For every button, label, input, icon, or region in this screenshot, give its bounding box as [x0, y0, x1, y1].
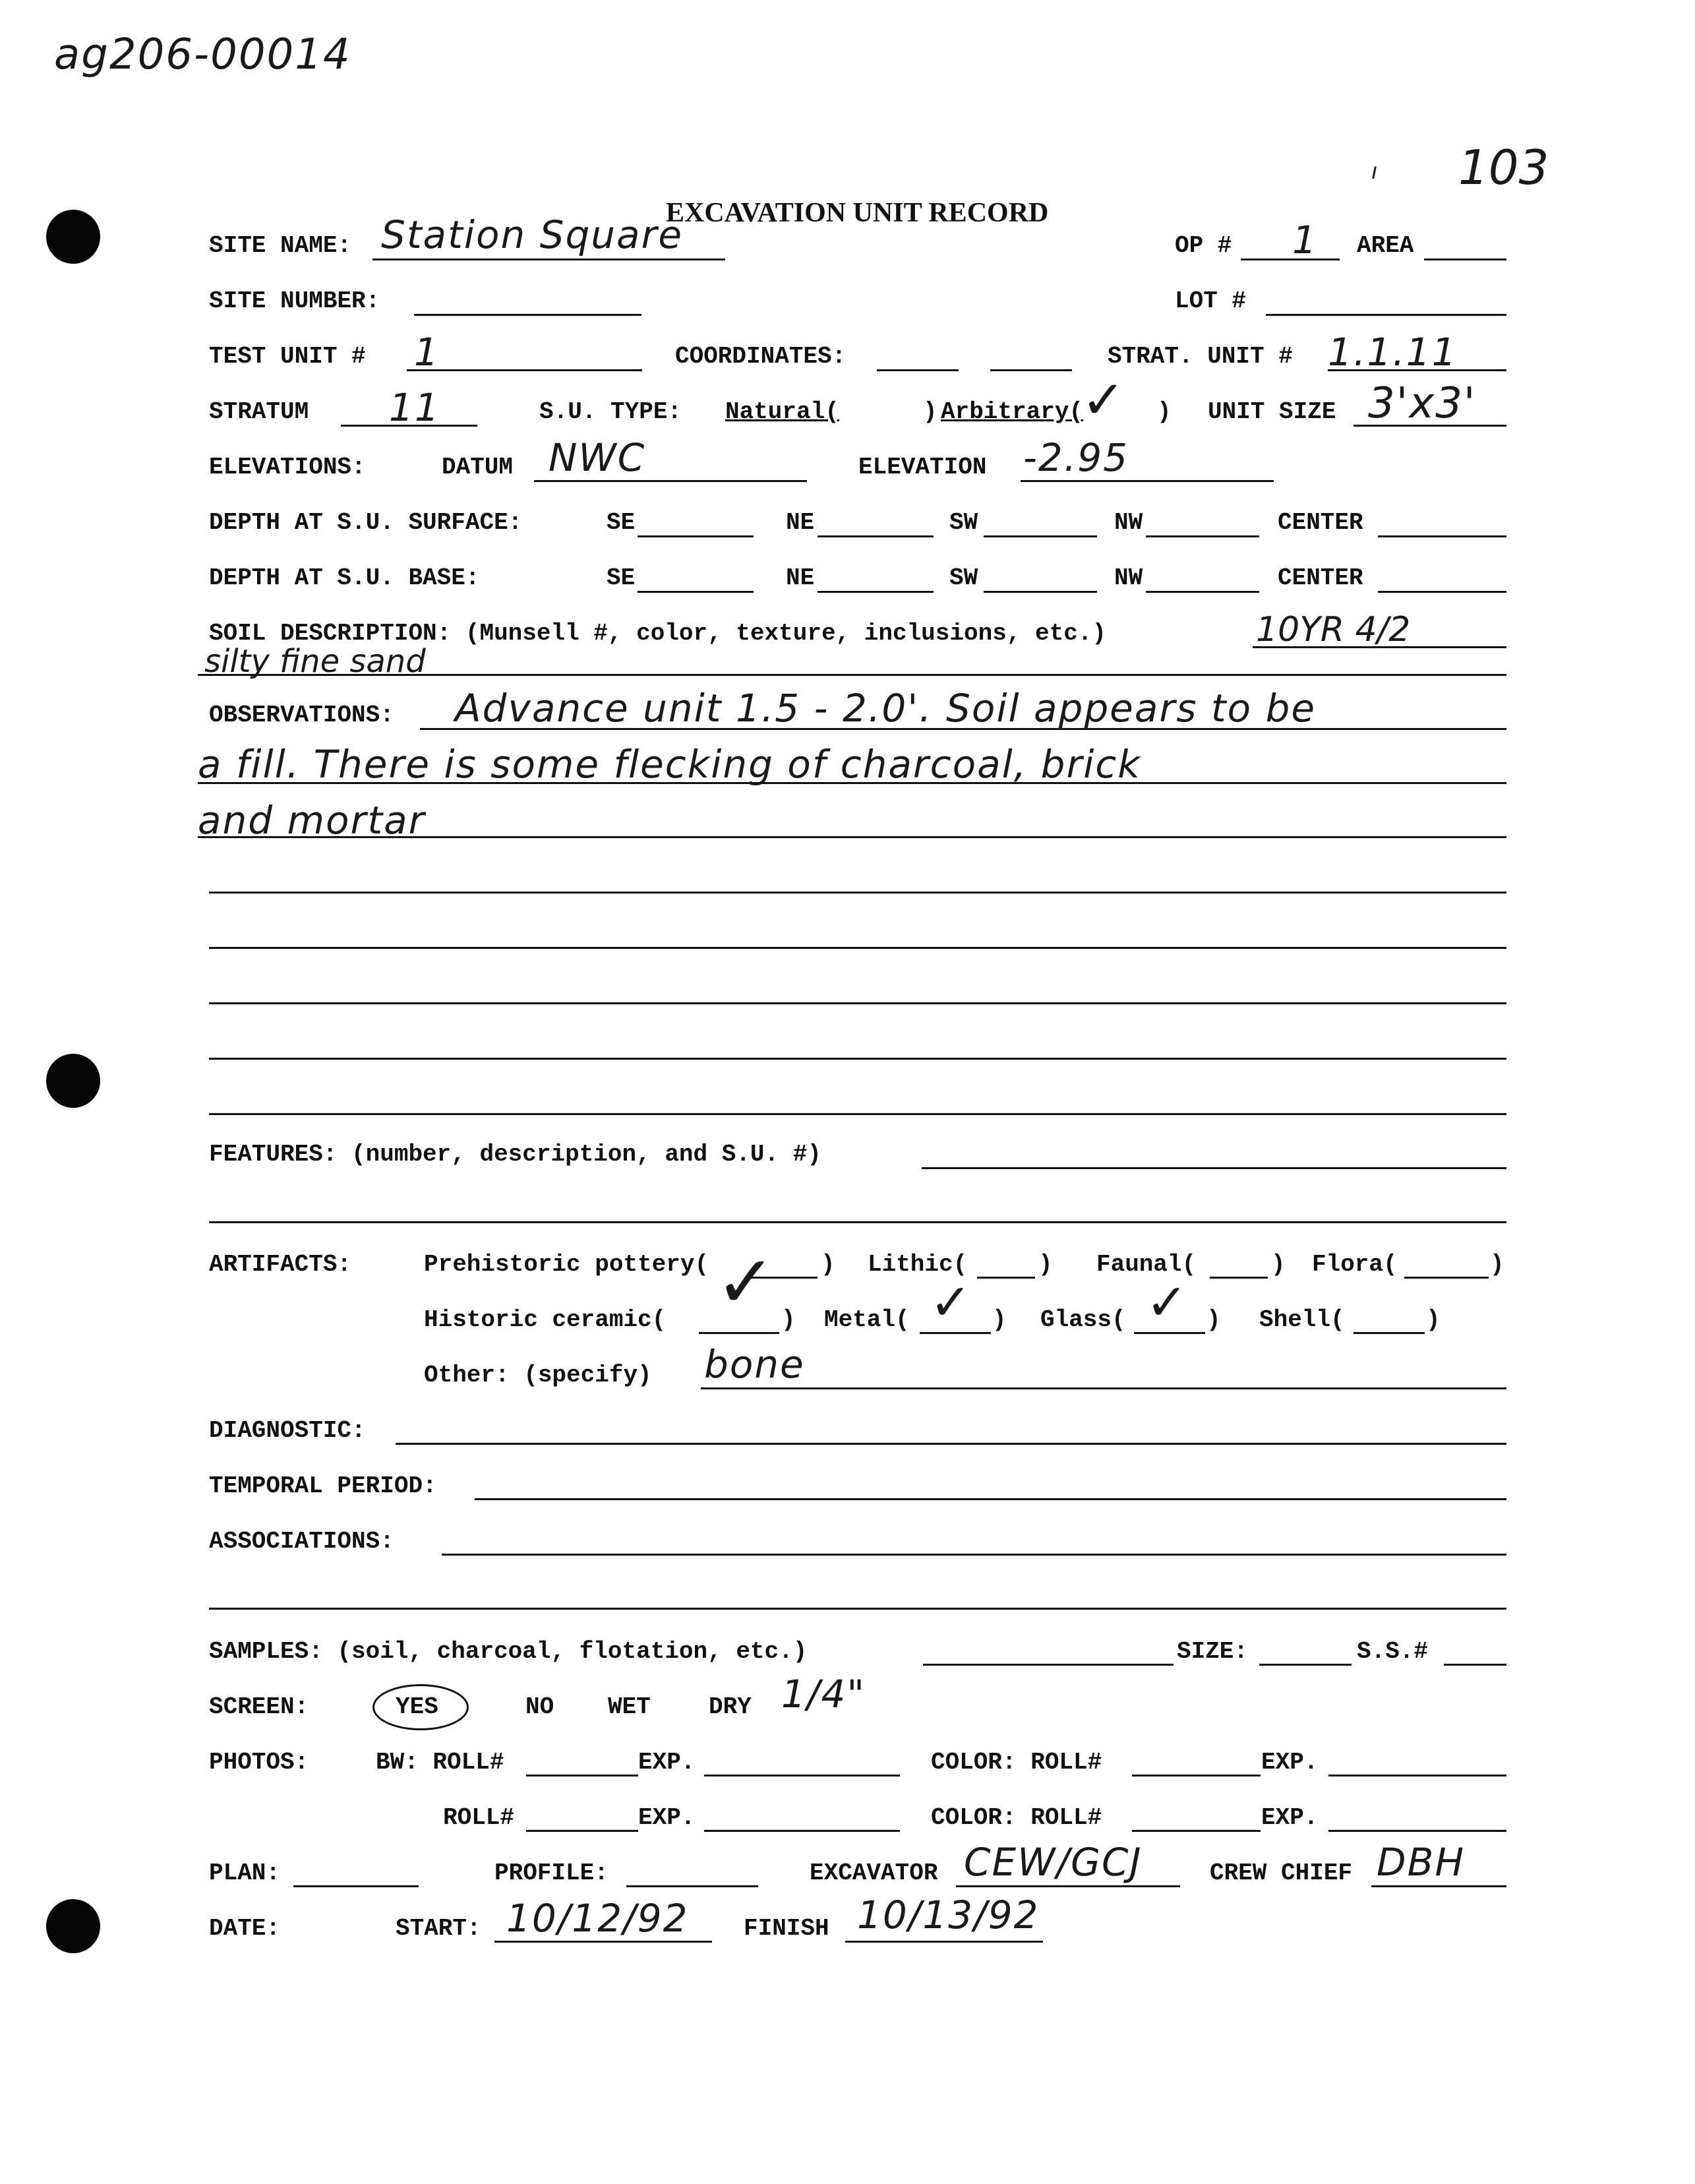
diagnostic-line: [396, 1443, 1506, 1445]
plan-line: [293, 1885, 419, 1887]
depth-surface-nw-label: NW: [1114, 509, 1143, 536]
finish-line: [845, 1941, 1043, 1943]
unit-size-value: 3'x3': [1368, 379, 1477, 428]
su-type-label: S.U. TYPE:: [539, 398, 682, 425]
faunal-line: [1210, 1277, 1268, 1279]
glass-check: ✓: [1146, 1273, 1188, 1331]
natural-close-paren: ): [923, 398, 937, 425]
elevations-label: ELEVATIONS:: [209, 454, 366, 481]
observations-line-2: [198, 782, 1506, 784]
photos-color-exp-label: EXP.: [1261, 1749, 1319, 1776]
coordinates-label: COORDINATES:: [675, 343, 847, 370]
strat-unit-value: 1.1.11: [1328, 330, 1458, 375]
depth-surface-sw-label: SW: [949, 509, 978, 536]
screen-no-option: NO: [525, 1693, 554, 1720]
depth-base-ne-label: NE: [786, 564, 815, 592]
glass-label: Glass(: [1040, 1306, 1126, 1333]
observations-line-6: [209, 1002, 1506, 1004]
depth-base-center-line: [1378, 591, 1506, 593]
op-line: [1241, 258, 1340, 260]
depth-surface-sw-line: [984, 535, 1097, 537]
historic-ceramic-line: [699, 1332, 779, 1334]
photos-color-roll-label: COLOR: ROLL#: [931, 1749, 1102, 1776]
observations-text-2: a fill. There is some flecking of charcoal, brick: [198, 742, 1141, 787]
shell-line: [1353, 1332, 1425, 1334]
area-line: [1424, 258, 1506, 260]
prehistoric-pottery-label: Prehistoric pottery(: [424, 1251, 709, 1278]
natural-option-label: Natural(: [725, 398, 839, 425]
flora-close: ): [1490, 1251, 1504, 1278]
photos-color-roll2-line: [1132, 1830, 1261, 1832]
depth-base-nw-line: [1146, 591, 1259, 593]
photos-bw-roll-label: BW: ROLL#: [376, 1749, 504, 1776]
size-line: [1259, 1664, 1352, 1666]
lot-line: [1266, 314, 1506, 316]
depth-base-label: DEPTH AT S.U. BASE:: [209, 564, 480, 592]
historic-ceramic-check: ✓: [715, 1240, 777, 1324]
site-name-value: Station Square: [381, 212, 684, 257]
shell-close: ): [1426, 1306, 1441, 1333]
photos-color-exp-line: [1328, 1774, 1506, 1776]
faunal-label: Faunal(: [1096, 1251, 1197, 1278]
binder-hole-top: [46, 210, 100, 264]
photos-color-roll2-label: COLOR: ROLL#: [931, 1804, 1102, 1831]
samples-line: [923, 1664, 1174, 1666]
depth-base-center-label: CENTER: [1278, 564, 1363, 592]
profile-line: [626, 1885, 758, 1887]
depth-surface-ne-label: NE: [786, 509, 815, 536]
document-id-annotation: ag206-00014: [54, 30, 351, 79]
coordinates-line-2: [990, 369, 1072, 371]
photos-roll2-label: ROLL#: [443, 1804, 515, 1831]
lithic-close: ): [1038, 1251, 1053, 1278]
site-name-line: [372, 258, 725, 260]
observations-line-3: [198, 836, 1506, 838]
screen-dry-option: DRY: [709, 1693, 752, 1720]
arbitrary-close-paren: ): [1157, 398, 1172, 425]
metal-label: Metal(: [824, 1306, 910, 1333]
soil-description-label: SOIL DESCRIPTION: (Munsell #, color, texture, inclusions, etc.): [209, 620, 1107, 647]
photos-bw-exp-line: [704, 1774, 900, 1776]
plan-label: PLAN:: [209, 1860, 281, 1887]
site-number-line: [414, 314, 641, 316]
form-title: EXCAVATION UNIT RECORD: [666, 198, 1049, 228]
screen-yes-option: YES: [396, 1693, 438, 1720]
glass-line: [1134, 1332, 1205, 1334]
depth-surface-center-label: CENTER: [1278, 509, 1363, 536]
associations-label: ASSOCIATIONS:: [209, 1528, 394, 1555]
test-unit-label: TEST UNIT #: [209, 343, 366, 370]
datum-line: [534, 480, 807, 482]
photos-bw-exp-label: EXP.: [638, 1749, 696, 1776]
depth-surface-label: DEPTH AT S.U. SURFACE:: [209, 509, 523, 536]
start-line: [494, 1941, 712, 1943]
datum-value: NWC: [549, 435, 646, 480]
observations-line-8: [209, 1113, 1506, 1115]
op-value: 1: [1292, 218, 1318, 262]
page-number-annotation: 103: [1458, 140, 1549, 195]
artifacts-label: ARTIFACTS:: [209, 1251, 352, 1278]
other-value: bone: [704, 1342, 805, 1387]
site-name-label: SITE NAME:: [209, 232, 352, 259]
photos-roll2-line: [526, 1830, 638, 1832]
date-label: DATE:: [209, 1915, 281, 1942]
temporal-period-line: [475, 1498, 1506, 1500]
start-value: 10/12/92: [506, 1896, 689, 1941]
photos-bw-roll-line: [526, 1774, 638, 1776]
arbitrary-check-mark: ✓: [1081, 369, 1126, 431]
finish-label: FINISH: [744, 1915, 829, 1942]
elevation-value: -2.95: [1023, 435, 1129, 480]
observations-line-7: [209, 1058, 1506, 1060]
historic-ceramic-close: ): [781, 1306, 796, 1333]
associations-line-2: [209, 1608, 1506, 1610]
faunal-close: ): [1271, 1251, 1286, 1278]
observations-label: OBSERVATIONS:: [209, 702, 394, 729]
associations-line-1: [442, 1554, 1506, 1556]
finish-value: 10/13/92: [857, 1893, 1040, 1937]
diagnostic-label: DIAGNOSTIC:: [209, 1417, 366, 1444]
soil-line-2: [198, 674, 1506, 676]
metal-check: ✓: [930, 1273, 972, 1331]
coordinates-line-1: [877, 369, 959, 371]
features-line-1: [922, 1167, 1506, 1169]
elevation-line: [1021, 480, 1274, 482]
datum-label: DATUM: [442, 454, 514, 481]
stratum-value: 11: [389, 385, 440, 430]
depth-surface-se-line: [638, 535, 754, 537]
temporal-period-label: TEMPORAL PERIOD:: [209, 1472, 437, 1500]
excavator-value: CEW/GCJ: [964, 1840, 1143, 1885]
profile-label: PROFILE:: [494, 1860, 609, 1887]
shell-label: Shell(: [1259, 1306, 1345, 1333]
features-label: FEATURES: (number, description, and S.U. #): [209, 1141, 821, 1168]
features-line-2: [209, 1221, 1506, 1223]
depth-base-sw-label: SW: [949, 564, 978, 592]
photos-color-exp2-line: [1328, 1830, 1506, 1832]
depth-surface-nw-line: [1146, 535, 1259, 537]
depth-surface-se-label: SE: [607, 509, 636, 536]
photos-color-roll-line: [1132, 1774, 1261, 1776]
other-label: Other: (specify): [424, 1362, 652, 1389]
lot-label: LOT #: [1175, 288, 1247, 315]
test-unit-line: [407, 369, 642, 371]
metal-close: ): [992, 1306, 1007, 1333]
binder-hole-bottom: [46, 1899, 100, 1953]
depth-base-nw-label: NW: [1114, 564, 1143, 592]
historic-ceramic-label: Historic ceramic(: [424, 1306, 667, 1333]
samples-label: SAMPLES: (soil, charcoal, flotation, etc.): [209, 1638, 808, 1665]
photos-label: PHOTOS:: [209, 1749, 309, 1776]
screen-label: SCREEN:: [209, 1693, 309, 1720]
screen-wet-option: WET: [608, 1693, 651, 1720]
size-label: SIZE:: [1177, 1638, 1249, 1665]
depth-surface-center-line: [1378, 535, 1506, 537]
ss-label: S.S.#: [1357, 1638, 1429, 1665]
test-unit-value: 1: [414, 330, 440, 375]
arbitrary-option-label: Arbitrary(: [941, 398, 1084, 425]
soil-munsell-value: 10YR 4/2: [1256, 610, 1411, 650]
crew-chief-line: [1371, 1885, 1506, 1887]
metal-line: [920, 1332, 991, 1334]
prehistoric-pottery-close: ): [821, 1251, 835, 1278]
photos-color-exp2-label: EXP.: [1261, 1804, 1319, 1831]
photos-exp2-label: EXP.: [638, 1804, 696, 1831]
flora-line: [1404, 1277, 1489, 1279]
observations-text-3: and mortar: [198, 798, 426, 843]
observations-line-5: [209, 947, 1506, 949]
excavator-label: EXCAVATOR: [810, 1860, 938, 1887]
crew-chief-value: DBH: [1377, 1840, 1466, 1885]
stray-tick-mark: ı: [1371, 158, 1378, 185]
depth-surface-ne-line: [818, 535, 934, 537]
ss-line: [1444, 1664, 1506, 1666]
depth-base-ne-line: [818, 591, 934, 593]
unit-size-label: UNIT SIZE: [1208, 398, 1336, 425]
stratum-label: STRATUM: [209, 398, 309, 425]
other-line: [701, 1387, 1506, 1389]
site-number-label: SITE NUMBER:: [209, 288, 380, 315]
soil-text-value: silty fine sand: [204, 643, 426, 680]
observations-text-1: Advance unit 1.5 - 2.0'. Soil appears to be: [455, 686, 1317, 731]
flora-label: Flora(: [1312, 1251, 1398, 1278]
photos-exp2-line: [704, 1830, 900, 1832]
excavator-line: [956, 1885, 1180, 1887]
screen-size-value: 1/4": [781, 1672, 866, 1716]
depth-base-sw-line: [984, 591, 1097, 593]
glass-close: ): [1206, 1306, 1221, 1333]
depth-base-se-line: [638, 591, 754, 593]
start-label: START:: [396, 1915, 481, 1942]
strat-unit-label: STRAT. UNIT #: [1108, 343, 1293, 370]
elevation-label: ELEVATION: [858, 454, 987, 481]
crew-chief-label: CREW CHIEF: [1210, 1860, 1353, 1887]
lithic-label: Lithic(: [868, 1251, 968, 1278]
op-label: OP #: [1175, 232, 1232, 259]
area-label: AREA: [1357, 232, 1414, 259]
lithic-line: [977, 1277, 1035, 1279]
binder-hole-middle: [46, 1054, 100, 1108]
observations-line-4: [209, 892, 1506, 894]
depth-base-se-label: SE: [607, 564, 636, 592]
